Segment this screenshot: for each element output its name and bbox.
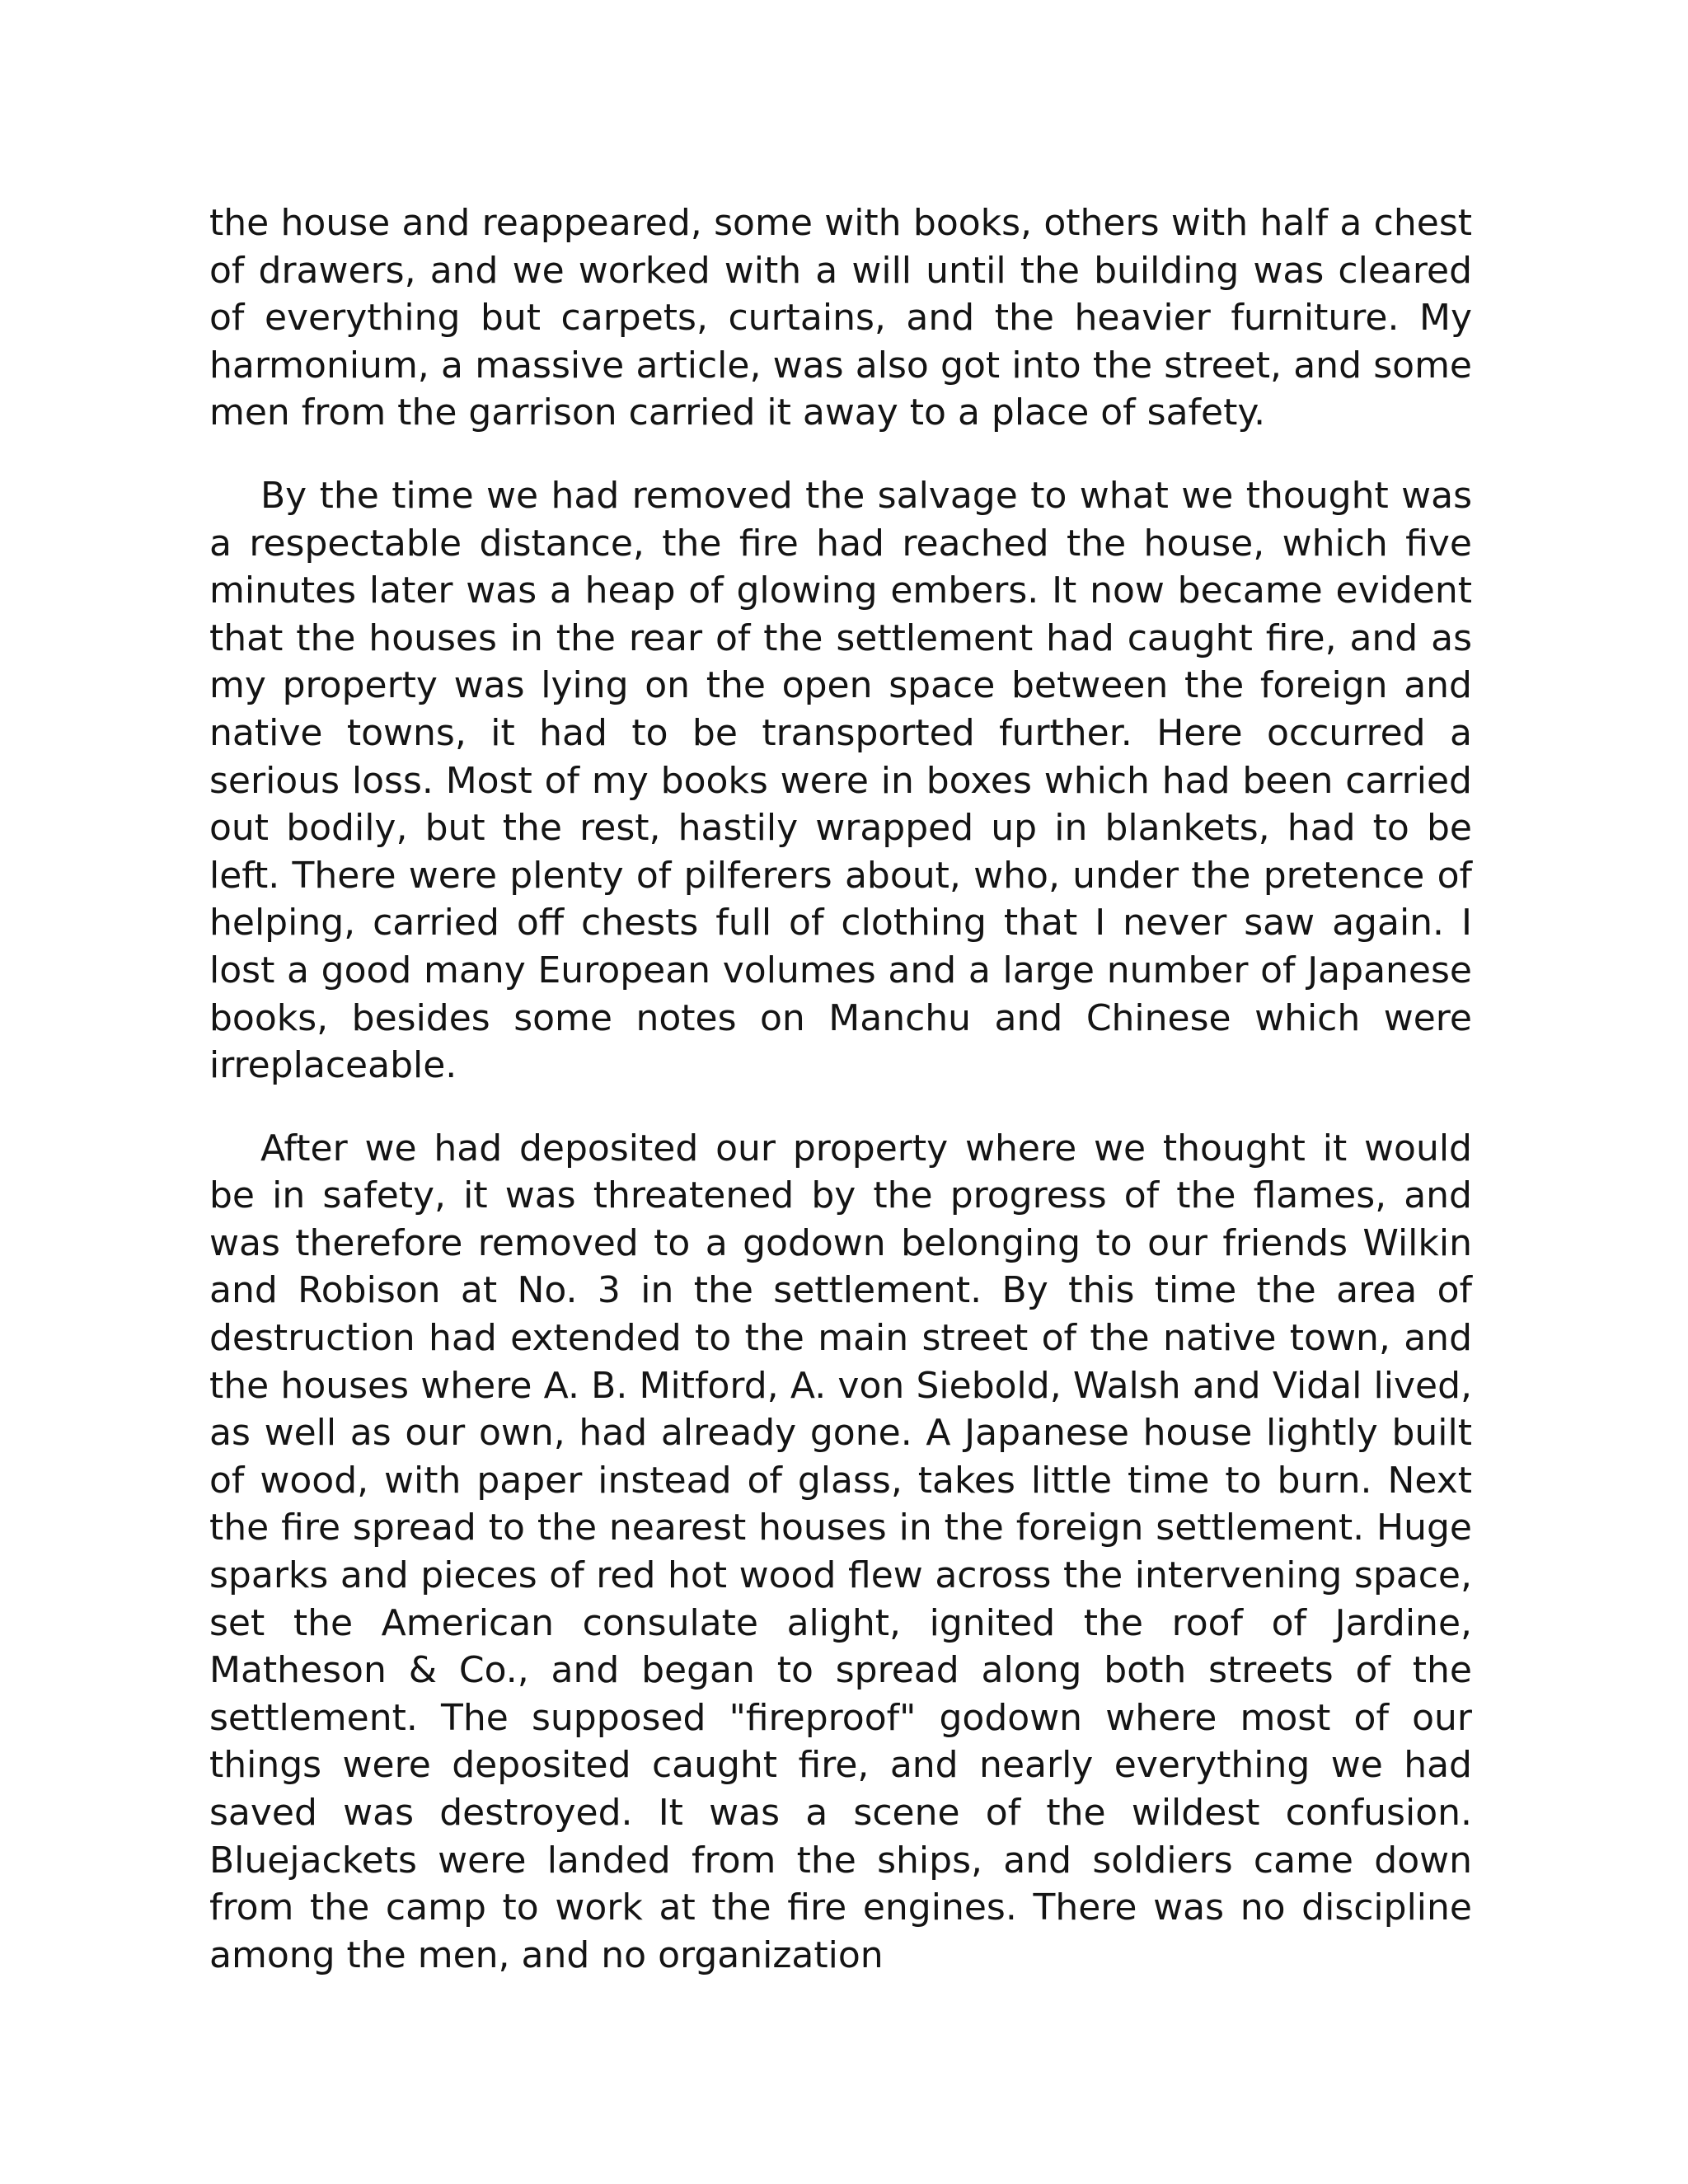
paragraph-1: the house and reappeared, some with books, others with half a chest of drawers, and we worked with a will until the building was cleared of everything but carpets, curtains, and the heavier furniture. My harmonium, a massive article, was also got into the street, and some men from the garrison carried it away to a place of safety. <box>209 202 1472 434</box>
paragraph-3: After we had deposited our property where we thought it would be in safety, it was threatened by the progress of the flames, and was therefore removed to a godown belonging to our friends Wilkin and Robison at No. 3 in the settlement. By this time the area of destruction had extended to the main street of the native town, and the houses where A. B. Mitford, A. von Siebold, Walsh and Vidal lived, as well as our own, had already gone. A Japanese house lightly built of wood, with paper instead of glass, takes little time to burn. Next the fire spread to the nearest houses in the foreign settlement. Huge sparks and pieces of red hot wood flew across the intervening space, set the American consulate alight, ignited the roof of Jardine, Matheson & Co., and began to spread along both streets of the settlement. The supposed "fireproof" godown where most of our things were deposited caught fire, and nearly everything we had saved was destroyed. It was a scene of the wildest confusion. Bluejackets were landed from the ships, and soldiers came down from the camp to work at the fire engines. There was no discipline among the men, and no organization <box>209 1127 1472 1976</box>
body-text <box>209 199 1472 1979</box>
paragraph-2: By the time we had removed the salvage to what we thought was a respectable distance, the fire had reached the house, which five minutes later was a heap of glowing embers. It now became evident that the houses in the rear of the settlement had caught fire, and as my property was lying on the open space between the foreign and native towns, it had to be transported further. Here occurred a serious loss. Most of my books were in boxes which had been carried out bodily, but the rest, hastily wrapped up in blankets, had to be left. There were plenty of pilferers about, who, under the pretence of helping, carried off chests full of clothing that I never saw again. I lost a good many European volumes and a large number of Japanese books, besides some notes on Manchu and Chinese which were irreplaceable. <box>209 474 1472 1087</box>
